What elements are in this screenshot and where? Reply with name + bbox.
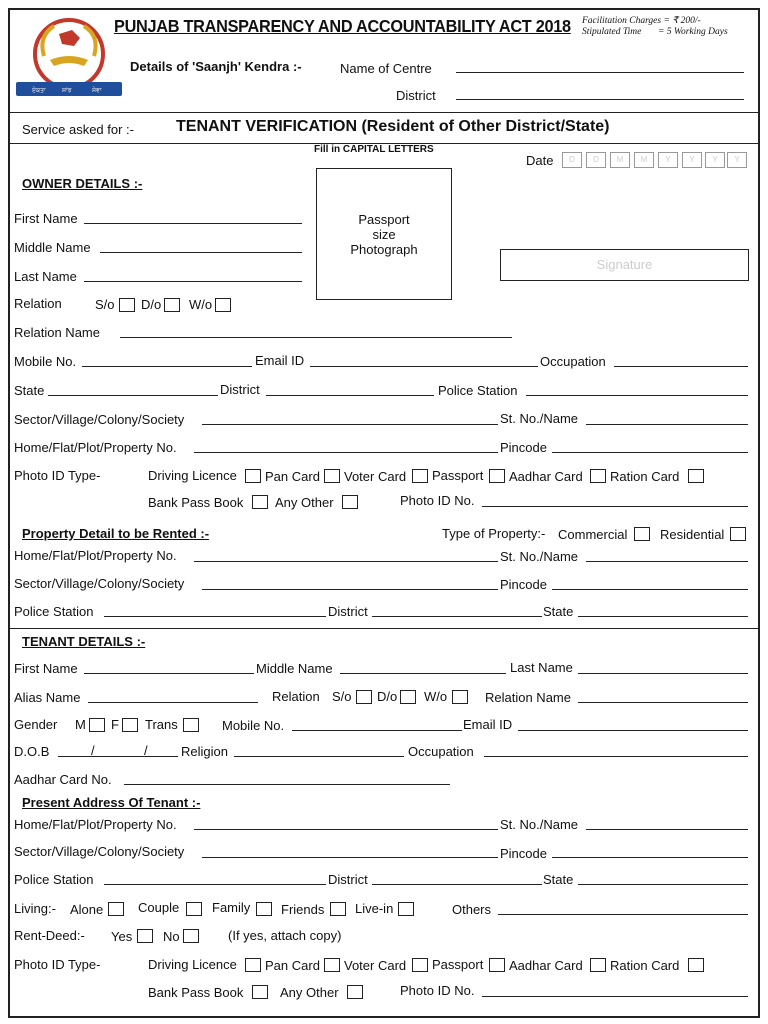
owner-passport-checkbox[interactable] xyxy=(489,469,505,483)
owner-any-other-checkbox[interactable] xyxy=(342,495,358,509)
property-state-label: State xyxy=(543,604,574,619)
owner-police-station-field[interactable] xyxy=(526,395,748,396)
owner-driving-checkbox[interactable] xyxy=(245,469,261,483)
kendra-label: Details of 'Saanjh' Kendra :- xyxy=(130,59,302,74)
property-residential-checkbox[interactable] xyxy=(730,527,746,541)
tenant-family-label: Family xyxy=(212,900,251,915)
owner-ration-checkbox[interactable] xyxy=(688,469,704,483)
tenant-alone-label: Alone xyxy=(70,902,104,917)
tenant-first-name-field[interactable] xyxy=(84,673,254,674)
tenant-aadhar-no-field[interactable] xyxy=(124,784,450,785)
time-text: Stipulated Time = 5 Working Days xyxy=(582,27,728,37)
tenant-so-checkbox[interactable] xyxy=(356,690,372,704)
tenant-yes-label: Yes xyxy=(111,929,133,944)
tenant-heading: TENANT DETAILS :- xyxy=(22,634,146,649)
tenant-aadhar-checkbox[interactable] xyxy=(590,958,606,972)
tenant-do-checkbox[interactable] xyxy=(400,690,416,704)
owner-voter-label: Voter Card xyxy=(344,469,407,484)
tenant-sector-label: Sector/Village/Colony/Society xyxy=(14,844,185,859)
tenant-middle-name-field[interactable] xyxy=(340,673,506,674)
tenant-no-checkbox[interactable] xyxy=(183,929,199,943)
tenant-dob-field[interactable] xyxy=(58,756,178,757)
property-type-label: Type of Property:- xyxy=(442,526,546,541)
property-district-label: District xyxy=(328,604,368,619)
owner-so-label: S/o xyxy=(95,297,115,312)
tenant-photo-id-no-label: Photo ID No. xyxy=(400,983,475,998)
owner-pan-label: Pan Card xyxy=(265,469,320,484)
owner-relation-name-label: Relation Name xyxy=(14,325,100,340)
tenant-home-label: Home/Flat/Plot/Property No. xyxy=(14,817,177,832)
tenant-street-field[interactable] xyxy=(586,829,748,830)
tenant-religion-label: Religion xyxy=(181,744,228,759)
date-box-6[interactable]: Y xyxy=(682,152,702,168)
district-label: District xyxy=(396,88,436,103)
owner-relation-label: Relation xyxy=(14,296,62,311)
tenant-last-name-label: Last Name xyxy=(510,660,573,675)
tenant-f-label: F xyxy=(111,717,119,732)
property-police-station-label: Police Station xyxy=(14,604,94,619)
owner-state-field[interactable] xyxy=(48,395,218,396)
owner-police-station-label: Police Station xyxy=(438,383,518,398)
owner-first-name-label: First Name xyxy=(14,211,78,226)
tenant-occupation-field[interactable] xyxy=(484,756,748,757)
logo-text-2: ਸਾਂਝ xyxy=(62,88,72,94)
owner-photo-id-no-label: Photo ID No. xyxy=(400,493,475,508)
owner-first-name-field[interactable] xyxy=(84,223,302,224)
tenant-others-label: Others xyxy=(452,902,492,917)
tenant-any-other-checkbox[interactable] xyxy=(347,985,363,999)
tenant-pan-label: Pan Card xyxy=(265,958,320,973)
property-police-station-field[interactable] xyxy=(104,616,326,617)
tenant-no-label: No xyxy=(163,929,180,944)
tenant-police-station-label: Police Station xyxy=(14,872,94,887)
tenant-alias-field[interactable] xyxy=(88,702,258,703)
tenant-aadhar-no-label: Aadhar Card No. xyxy=(14,772,112,787)
tenant-pan-checkbox[interactable] xyxy=(324,958,340,972)
tenant-any-other-label: Any Other xyxy=(280,985,339,1000)
property-home-field[interactable] xyxy=(194,561,498,562)
owner-ration-label: Ration Card xyxy=(610,469,680,484)
tenant-friends-label: Friends xyxy=(281,902,325,917)
tenant-driving-checkbox[interactable] xyxy=(245,958,261,972)
tenant-ration-checkbox[interactable] xyxy=(688,958,704,972)
tenant-friends-checkbox[interactable] xyxy=(330,902,346,916)
service-label: Service asked for :- xyxy=(22,122,134,137)
tenant-do-label: D/o xyxy=(377,689,398,704)
tenant-dob-label: D.O.B xyxy=(14,744,50,759)
tenant-state-field[interactable] xyxy=(578,884,748,885)
service-value: TENANT VERIFICATION (Resident of Other District/State) xyxy=(176,118,610,135)
owner-district-field[interactable] xyxy=(266,395,434,396)
tenant-email-label: Email ID xyxy=(463,717,513,732)
tenant-dob-slash-1: / xyxy=(91,743,95,758)
owner-aadhar-label: Aadhar Card xyxy=(509,469,583,484)
owner-photo-id-no-field[interactable] xyxy=(482,506,748,507)
date-box-4[interactable]: M xyxy=(634,152,654,168)
owner-email-field[interactable] xyxy=(310,366,538,367)
owner-pincode-label: Pincode xyxy=(500,440,547,455)
centre-label: Name of Centre xyxy=(340,61,432,76)
tenant-living-label: Living:- xyxy=(14,901,56,916)
tenant-first-name-label: First Name xyxy=(14,661,78,676)
date-box-8[interactable]: Y xyxy=(727,152,747,168)
tenant-mobile-field[interactable] xyxy=(292,730,462,731)
tenant-photo-id-type-label: Photo ID Type- xyxy=(14,957,101,972)
owner-middle-name-label: Middle Name xyxy=(14,240,91,255)
owner-mobile-label: Mobile No. xyxy=(14,354,77,369)
owner-passport-label: Passport xyxy=(432,468,484,483)
date-box-2[interactable]: D xyxy=(586,152,606,168)
tenant-middle-name-label: Middle Name xyxy=(256,661,333,676)
owner-mobile-field[interactable] xyxy=(82,366,252,367)
owner-occupation-label: Occupation xyxy=(540,354,606,369)
owner-street-label: St. No./Name xyxy=(500,411,579,426)
tenant-gender-label: Gender xyxy=(14,717,58,732)
tenant-so-label: S/o xyxy=(332,689,352,704)
date-box-5[interactable]: Y xyxy=(658,152,678,168)
tenant-passport-checkbox[interactable] xyxy=(489,958,505,972)
tenant-livein-label: Live-in xyxy=(355,901,394,916)
owner-district-label: District xyxy=(220,382,260,397)
owner-pan-checkbox[interactable] xyxy=(324,469,340,483)
owner-photo-id-type-label: Photo ID Type- xyxy=(14,468,101,483)
owner-do-checkbox[interactable] xyxy=(164,298,180,312)
owner-bank-checkbox[interactable] xyxy=(252,495,268,509)
tenant-m-checkbox[interactable] xyxy=(89,718,105,732)
tenant-district-field[interactable] xyxy=(372,884,542,885)
divider xyxy=(8,112,760,113)
tenant-voter-checkbox[interactable] xyxy=(412,958,428,972)
tenant-alias-label: Alias Name xyxy=(14,690,81,705)
owner-voter-checkbox[interactable] xyxy=(412,469,428,483)
tenant-relation-label: Relation xyxy=(272,689,320,704)
owner-last-name-field[interactable] xyxy=(84,281,302,282)
tenant-yes-checkbox[interactable] xyxy=(137,929,153,943)
owner-occupation-field[interactable] xyxy=(614,366,748,367)
tenant-last-name-field[interactable] xyxy=(578,673,748,674)
tenant-dob-slash-2: / xyxy=(144,743,148,758)
property-street-field[interactable] xyxy=(586,561,748,562)
property-district-field[interactable] xyxy=(372,616,542,617)
tenant-others-field[interactable] xyxy=(498,914,748,915)
owner-relation-name-field[interactable] xyxy=(120,337,512,338)
tenant-trans-label: Trans xyxy=(145,717,178,732)
page-title: PUNJAB TRANSPARENCY AND ACCOUNTABILITY ACT 2018 xyxy=(114,16,571,36)
tenant-couple-label: Couple xyxy=(138,900,180,915)
tenant-street-label: St. No./Name xyxy=(500,817,579,832)
owner-bank-label: Bank Pass Book xyxy=(148,495,244,510)
tenant-family-checkbox[interactable] xyxy=(256,902,272,916)
property-sector-field[interactable] xyxy=(202,589,498,590)
photo-line2: size xyxy=(372,227,396,242)
property-residential-label: Residential xyxy=(660,527,725,542)
charges-text: Facilitation Charges = ₹ 200/- xyxy=(582,16,701,26)
present-address-heading: Present Address Of Tenant :- xyxy=(22,795,201,810)
owner-so-checkbox[interactable] xyxy=(119,298,135,312)
property-street-label: St. No./Name xyxy=(500,549,579,564)
tenant-mobile-label: Mobile No. xyxy=(222,718,285,733)
owner-driving-label: Driving Licence xyxy=(148,468,237,483)
owner-home-field[interactable] xyxy=(194,452,498,453)
capital-note: Fill in CAPITAL LETTERS xyxy=(314,144,434,155)
divider xyxy=(8,628,760,629)
owner-do-label: D/o xyxy=(141,297,162,312)
owner-sector-field[interactable] xyxy=(202,424,498,425)
tenant-rent-deed-label: Rent-Deed:- xyxy=(14,928,85,943)
logo-text-1: ਏਕਤਾ xyxy=(32,88,46,94)
photo-line3: Photograph xyxy=(350,242,418,257)
property-commercial-checkbox[interactable] xyxy=(634,527,650,541)
tenant-home-field[interactable] xyxy=(194,829,498,830)
tenant-aadhar-label: Aadhar Card xyxy=(509,958,583,973)
owner-middle-name-field[interactable] xyxy=(100,252,302,253)
date-box-1[interactable]: D xyxy=(562,152,582,168)
tenant-trans-checkbox[interactable] xyxy=(183,718,199,732)
property-state-field[interactable] xyxy=(578,616,748,617)
tenant-pincode-field[interactable] xyxy=(552,857,748,858)
owner-last-name-label: Last Name xyxy=(14,269,77,284)
owner-home-label: Home/Flat/Plot/Property No. xyxy=(14,440,177,455)
tenant-relation-name-field[interactable] xyxy=(578,702,748,703)
tenant-wo-checkbox[interactable] xyxy=(452,690,468,704)
property-pincode-label: Pincode xyxy=(500,577,547,592)
saanjh-logo xyxy=(14,16,124,100)
tenant-bank-checkbox[interactable] xyxy=(252,985,268,999)
property-pincode-field[interactable] xyxy=(552,589,748,590)
tenant-religion-field[interactable] xyxy=(234,756,404,757)
owner-sector-label: Sector/Village/Colony/Society xyxy=(14,412,185,427)
owner-pincode-field[interactable] xyxy=(552,452,748,453)
tenant-ration-label: Ration Card xyxy=(610,958,680,973)
tenant-sector-field[interactable] xyxy=(202,857,498,858)
tenant-alone-checkbox[interactable] xyxy=(108,902,124,916)
owner-wo-label: W/o xyxy=(189,297,213,312)
logo-text-3: ਸੇਵਾ xyxy=(92,88,102,94)
tenant-voter-label: Voter Card xyxy=(344,958,407,973)
tenant-wo-label: W/o xyxy=(424,689,448,704)
tenant-district-label: District xyxy=(328,872,368,887)
property-commercial-label: Commercial xyxy=(558,527,628,542)
tenant-relation-name-label: Relation Name xyxy=(485,690,571,705)
owner-state-label: State xyxy=(14,383,45,398)
photo-box xyxy=(316,168,452,300)
date-box-3[interactable]: M xyxy=(610,152,630,168)
tenant-police-station-field[interactable] xyxy=(104,884,326,885)
tenant-pincode-label: Pincode xyxy=(500,846,547,861)
owner-any-other-label: Any Other xyxy=(275,495,334,510)
tenant-attach-note: (If yes, attach copy) xyxy=(228,928,342,943)
photo-line1: Passport xyxy=(358,212,410,227)
tenant-bank-label: Bank Pass Book xyxy=(148,985,244,1000)
district-field[interactable] xyxy=(456,99,744,100)
centre-field[interactable] xyxy=(456,72,744,73)
tenant-email-field[interactable] xyxy=(518,730,748,731)
tenant-livein-checkbox[interactable] xyxy=(398,902,414,916)
property-sector-label: Sector/Village/Colony/Society xyxy=(14,576,185,591)
owner-street-field[interactable] xyxy=(586,424,748,425)
property-home-label: Home/Flat/Plot/Property No. xyxy=(14,548,177,563)
tenant-couple-checkbox[interactable] xyxy=(186,902,202,916)
owner-aadhar-checkbox[interactable] xyxy=(590,469,606,483)
tenant-photo-id-no-field[interactable] xyxy=(482,996,748,997)
owner-wo-checkbox[interactable] xyxy=(215,298,231,312)
tenant-passport-label: Passport xyxy=(432,957,484,972)
tenant-occupation-label: Occupation xyxy=(408,744,474,759)
tenant-state-label: State xyxy=(543,872,574,887)
tenant-driving-label: Driving Licence xyxy=(148,957,237,972)
tenant-m-label: M xyxy=(75,717,86,732)
date-label: Date xyxy=(526,153,554,168)
owner-email-label: Email ID xyxy=(255,353,305,368)
date-box-7[interactable]: Y xyxy=(705,152,725,168)
signature-box[interactable]: Signature xyxy=(500,249,749,281)
tenant-f-checkbox[interactable] xyxy=(122,718,138,732)
property-heading: Property Detail to be Rented :- xyxy=(22,526,210,541)
owner-heading: OWNER DETAILS :- xyxy=(22,176,143,191)
